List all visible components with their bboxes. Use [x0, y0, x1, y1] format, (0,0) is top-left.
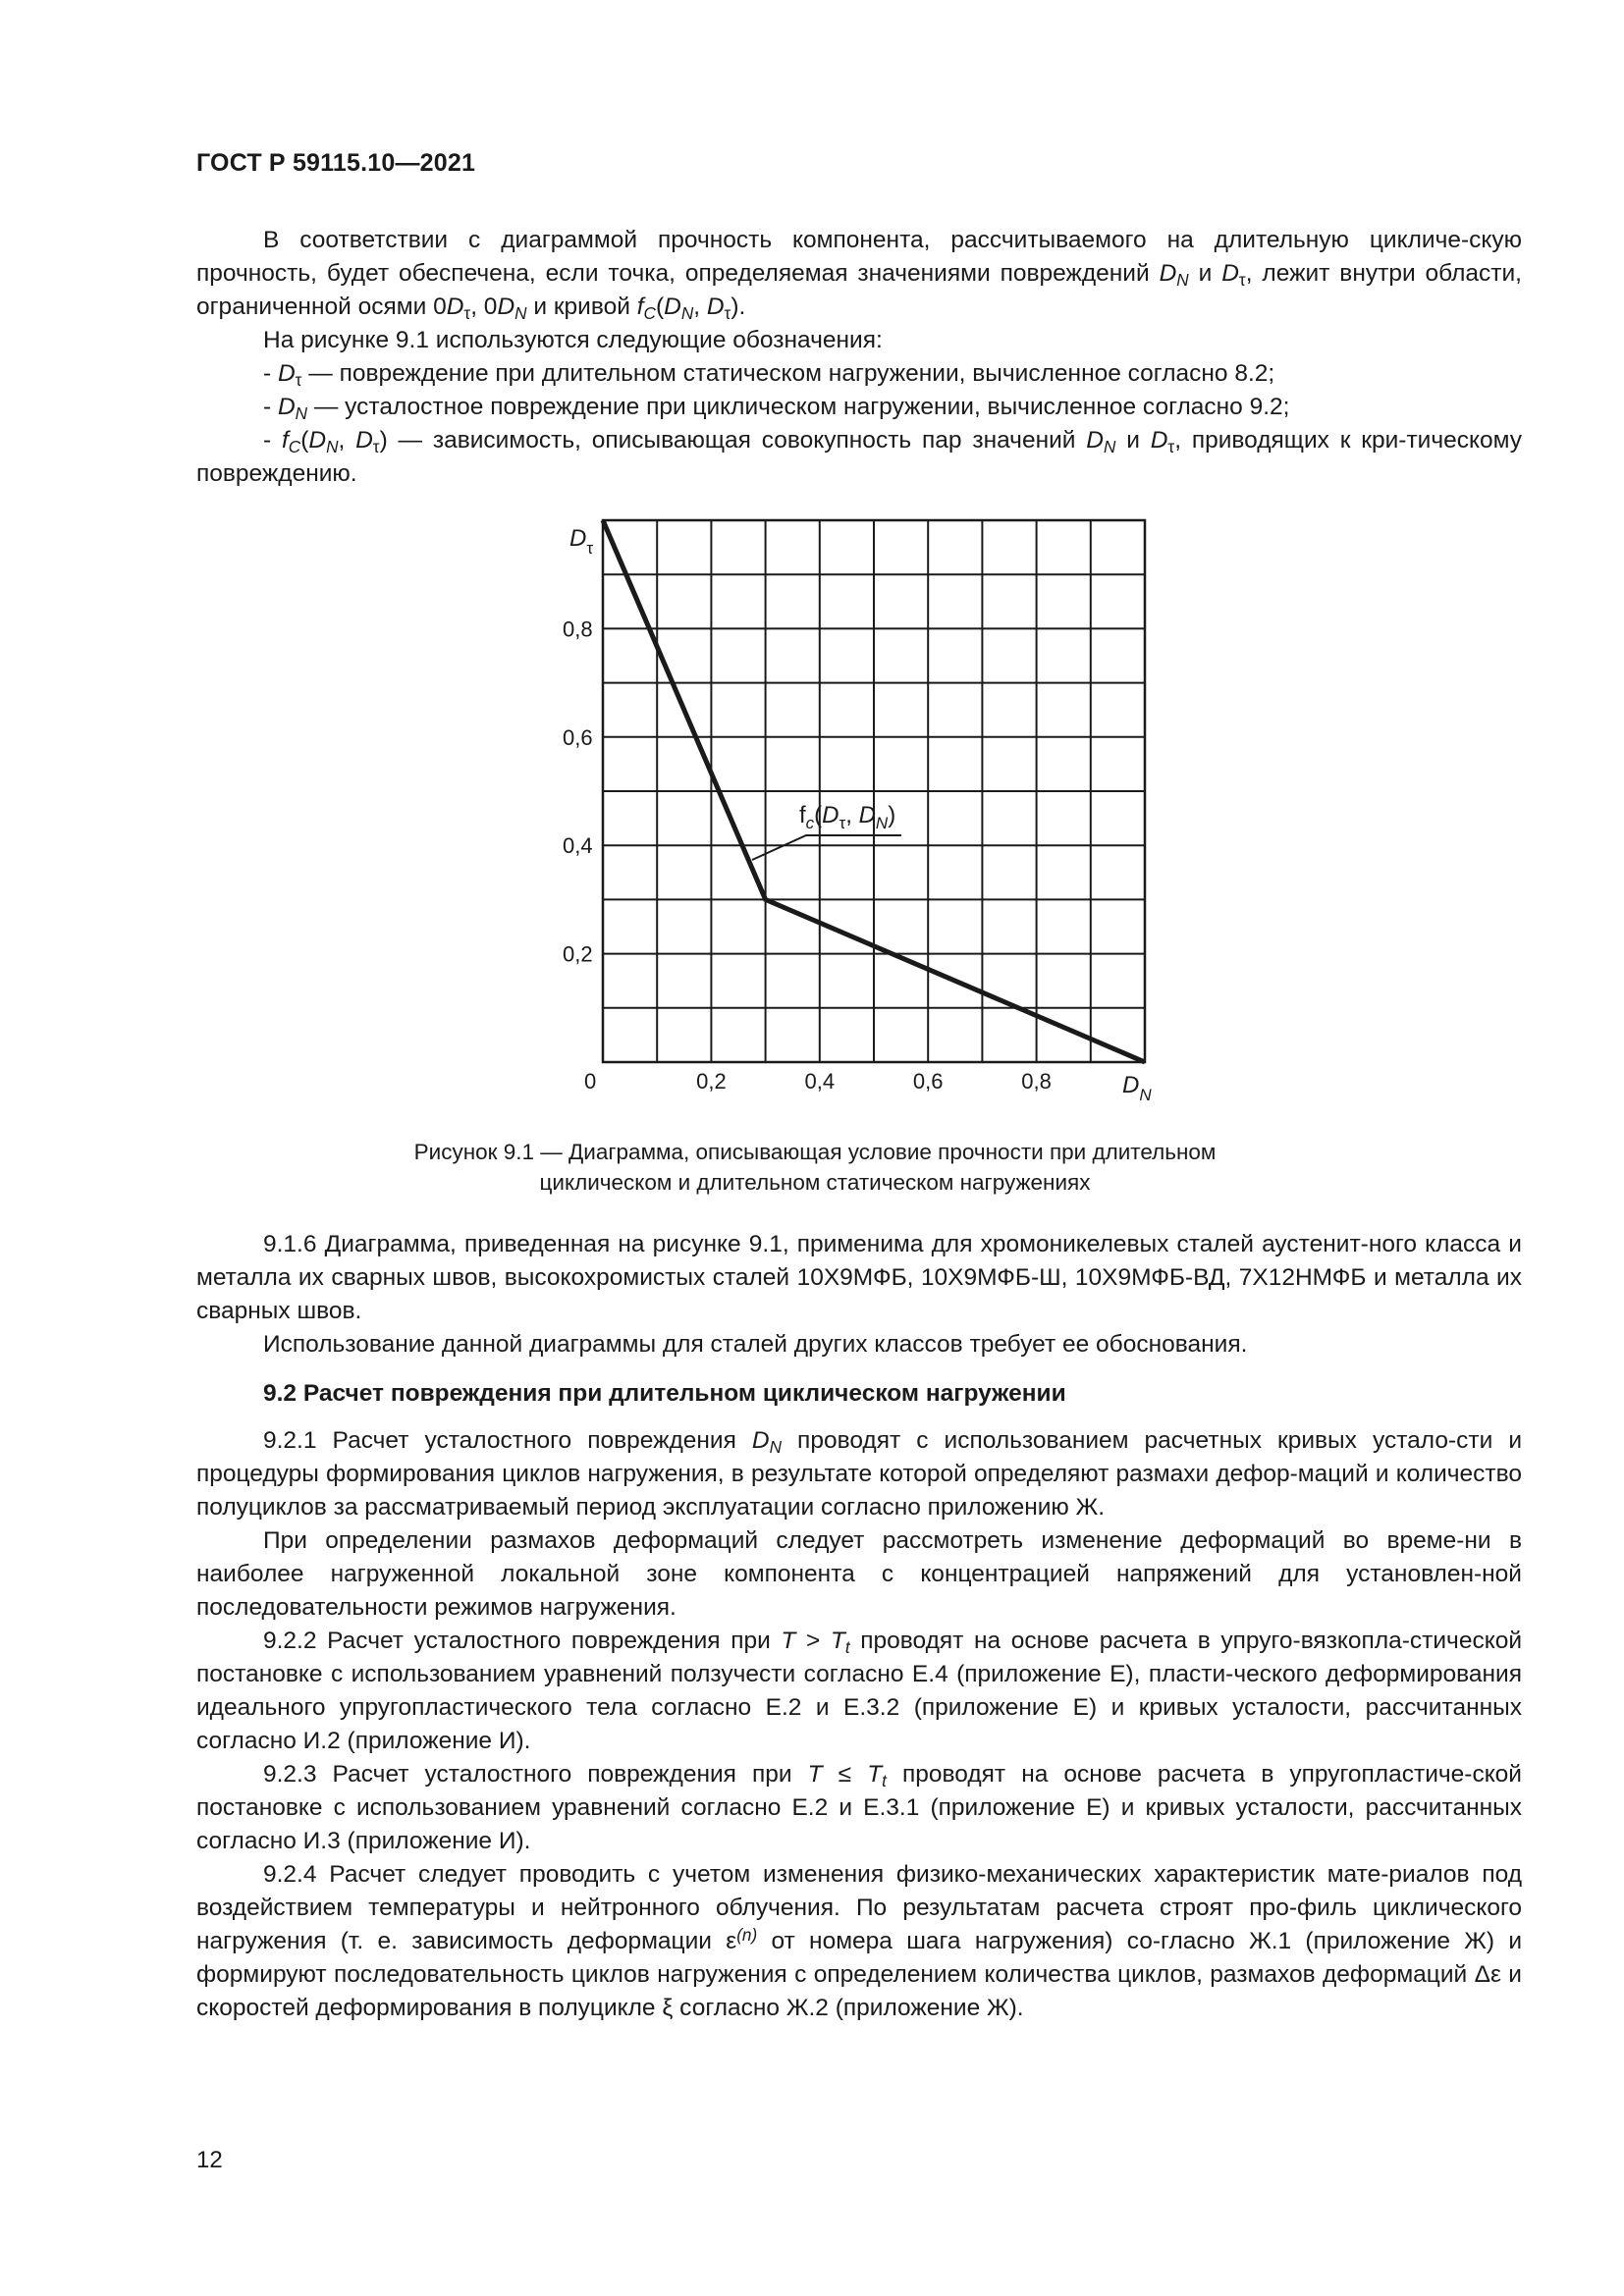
figure-caption: [373, 1137, 1257, 1198]
document-header: ГОСТ Р 59115.10—2021: [196, 149, 476, 177]
y-tick-labels: [563, 616, 593, 966]
curve-label: $f_c(D_\tau$, $D_N$): [799, 802, 896, 832]
y-tick-label: 0,2: [563, 941, 593, 967]
notation-item-fc: - $f_C(D_N$, $D_\tau$) — зависимость, описывающая совокупность пар значений $D_N$ и $D_\tau$, приводящих к кри-тическому повреждению.: [196, 427, 1522, 487]
notation-item-dn: - $D_N$ — усталостное повреждение при циклическом нагружении, вычисленное согласно 9.2;: [263, 394, 1290, 423]
y-tick-label: 0,6: [563, 724, 593, 750]
notation-item-dtau: - $D_\tau$ — повреждение при длительном статическом нагружении, вычисленное согласно 8.2;: [263, 360, 1275, 390]
x-tick-label: 0,4: [804, 1069, 836, 1094]
paragraph-9-2-1: 9.2.1 Расчет усталостного повреждения $D_N$ проводят с использованием расчетных кривых устало-сти и процедуры формирования циклов нагружения, в результате которой определяют размахи дефор-маций и количество полуциклов за рассматриваемый период эксплуатации согласно приложению Ж.: [196, 1427, 1523, 1521]
x-tick-label: 0,6: [912, 1069, 944, 1094]
x-tick-labels: [696, 1069, 1052, 1094]
y-axis-label: $D_\tau$: [569, 525, 594, 558]
origin-label: 0: [584, 1069, 597, 1094]
paragraph-9-2-1-b: При определении размахов деформаций следует рассмотреть изменение деформаций во време-ни в наиболее нагруженной локальной зоне компонента с концентрацией напряжений для установлен-ной последовательности режимов нагружения.: [196, 1527, 1522, 1621]
curve-label-leader: [752, 835, 901, 860]
paragraph-9-1-6-note: Использование данной диаграммы для сталей других классов требует ее обоснования.: [263, 1331, 1248, 1358]
x-tick-label: 0,8: [1021, 1069, 1052, 1094]
page-number: 12: [196, 2147, 223, 2173]
notation-intro: На рисунке 9.1 используются следующие обозначения:: [263, 327, 883, 353]
y-tick-label: 0,8: [563, 616, 593, 642]
caption-line-1: Рисунок 9.1 — Диаграмма, описывающая условие прочности при длительном: [413, 1140, 1217, 1164]
x-axis-label: $D_N$: [1122, 1072, 1152, 1104]
y-tick-label: 0,4: [563, 833, 593, 859]
paragraph-9-1-6: 9.1.6 Диаграмма, приведенная на рисунке 9.1, применима для хромоникелевых сталей аустенит-ного класса и металла их сварных швов, высокохромистых сталей 10Х9МФБ, 10Х9МФБ-Ш, 10Х9МФБ-ВД, 7Х12НМФБ и металла их сварных швов.: [196, 1231, 1522, 1324]
paragraph-9-2-4: 9.2.4 Расчет следует проводить с учетом изменения физико-механических характеристик мате-риалов под воздействием температуры и нейтронного облучения. По результатам расчета строят про-филь циклического нагружения (т. е. зависимость деформации $\varepsilon^{(n)}$ от номера шага нагружения) со-гласно Ж.1 (приложение Ж) и формируют последовательность циклов нагружения с определением количества циклов, размахов деформаций Δε и скоростей деформирования в полуцикле ξ согласно Ж.2 (приложение Ж).: [196, 1861, 1523, 2021]
intro-paragraph: В соответствии с диаграммой прочность компонента, рассчитываемого на длительную цикличе-скую прочность, будет обеспечена, если точка, определяемая значениями повреждений $D_N$ и $D_\tau$, лежит внутри области, ограниченной осями $0D_\tau$, $0D_N$ и кривой $f_C(D_N$, $D_\tau$).: [196, 227, 1522, 323]
body-block: [196, 1228, 1522, 2025]
diagram-grid: [603, 520, 1145, 1062]
section-heading-9-2: 9.2 Расчет повреждения при длительном циклическом нагружении: [263, 1380, 1066, 1407]
x-tick-label: 0,2: [696, 1069, 727, 1094]
paragraph-9-2-2: 9.2.2 Расчет усталостного повреждения при $T > T_t$ проводят на основе расчета в упруго-вязкопла-стической постановке с использованием уравнений ползучести согласно Е.4 (приложение Е), пласти-ческого деформирования идеального упругопластического тела согласно Е.2 и Е.3.2 (приложение Е) и кривых усталости, рассчитанных согласно И.2 (приложение И).: [196, 1628, 1523, 1754]
paragraph-9-2-3: 9.2.3 Расчет усталостного повреждения при $T \le T_t$ проводят на основе расчета в упругопластиче-ской постановке с использованием уравнений согласно Е.2 и Е.3.1 (приложение Е) и кривых усталости, рассчитанных согласно И.3 (приложение И).: [196, 1761, 1522, 1854]
caption-line-2: циклическом и длительном статическом нагружениях: [539, 1170, 1091, 1195]
